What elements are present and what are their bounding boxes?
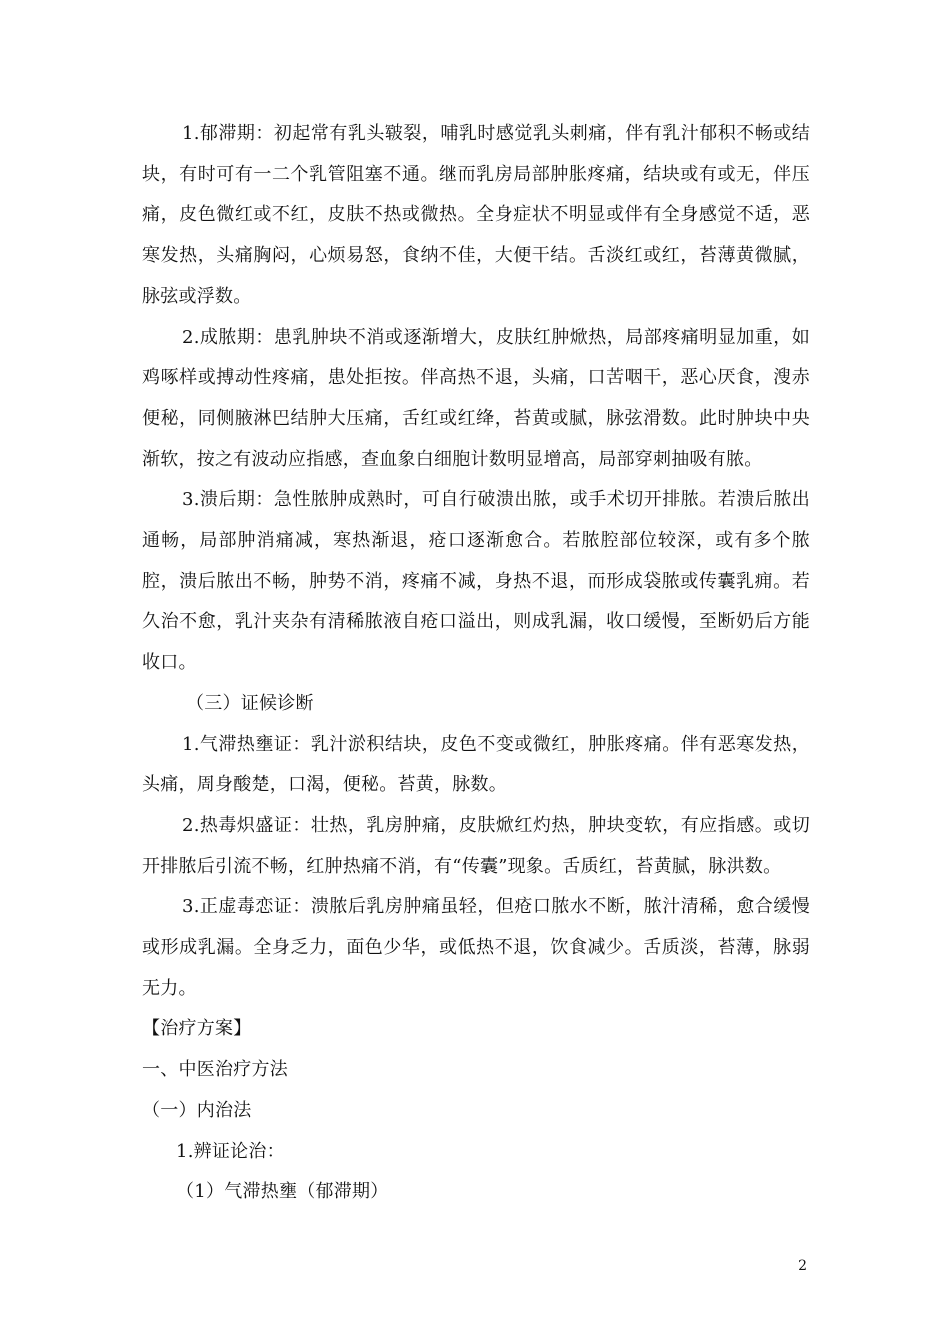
heading-syndrome-diagnosis: （三）证候诊断 bbox=[186, 692, 314, 714]
paragraph-heat-toxin: 2.热毒炽盛证：壮热，乳房肿痛，皮肤焮红灼热，肿块变软，有应指感。或切开排脓后引流不畅，红肿热痛不消，有“传囊”现象。舌质红，苔黄腻，脉洪数。 bbox=[142, 814, 810, 877]
heading-differentiation: 1.辨证论治： bbox=[176, 1140, 285, 1162]
paragraph-deficiency-toxin: 3.正虚毒恋证：溃脓后乳房肿痛虽轻，但疮口脓水不断，脓汁清稀，愈合缓慢或形成乳漏。全身乏力，面色少华，或低热不退，饮食减少。舌质淡，苔薄，脉弱无力。 bbox=[142, 896, 810, 999]
heading-internal-treatment: （一）内治法 bbox=[142, 1099, 252, 1121]
paragraph-ulceration-stage: 3.溃后期：急性脓肿成熟时，可自行破溃出脓，或手术切开排脓。若溃后脓出通畅，局部肿消痛减，寒热渐退，疮口逐渐愈合。若脓腔部位较深，或有多个脓腔，溃后脓出不畅，肿势不消，疼痛不减，身热不退，而形成袋脓或传囊乳痈。若久治不愈，乳汁夹杂有清稀脓液自疮口溢出，则成乳漏，收口缓慢，至断奶后方能收口。 bbox=[142, 489, 810, 674]
paragraph-qi-stagnation-heat: 1.气滞热壅证：乳汁淤积结块，皮色不变或微红，肿胀疼痛。伴有恶寒发热，头痛，周身酸楚，口渴，便秘。苔黄，脉数。 bbox=[142, 733, 810, 796]
paragraph-suppuration-stage: 2.成脓期：患乳肿块不消或逐渐增大，皮肤红肿焮热，局部疼痛明显加重，如鸡啄样或搏动性疼痛，患处拒按。伴高热不退，头痛，口苦咽干，恶心厌食，溲赤便秘，同侧腋淋巴结肿大压痛，舌红或红绛，苔黄或腻，脉弦滑数。此时肿块中央渐软，按之有波动应指感，查血象白细胞计数明显增高，局部穿刺抽吸有脓。 bbox=[142, 326, 810, 470]
heading-subsection: （1）气滞热壅（郁滞期） bbox=[176, 1181, 389, 1203]
heading-tcm-methods: 一、中医治疗方法 bbox=[142, 1059, 288, 1081]
heading-treatment-plan: 【治疗方案】 bbox=[142, 1018, 252, 1040]
document-body bbox=[142, 114, 810, 1213]
page-number: 2 bbox=[798, 1258, 807, 1274]
paragraph-depression-stage: 1.郁滞期：初起常有乳头皲裂，哺乳时感觉乳头刺痛，伴有乳汁郁积不畅或结块，有时可有一二个乳管阻塞不通。继而乳房局部肿胀疼痛，结块或有或无，伴压痛，皮色微红或不红，皮肤不热或微热。全身症状不明显或伴有全身感觉不适，恶寒发热，头痛胸闷，心烦易怒，食纳不佳，大便干结。舌淡红或红，苔薄黄微腻，脉弦或浮数。 bbox=[142, 123, 810, 307]
